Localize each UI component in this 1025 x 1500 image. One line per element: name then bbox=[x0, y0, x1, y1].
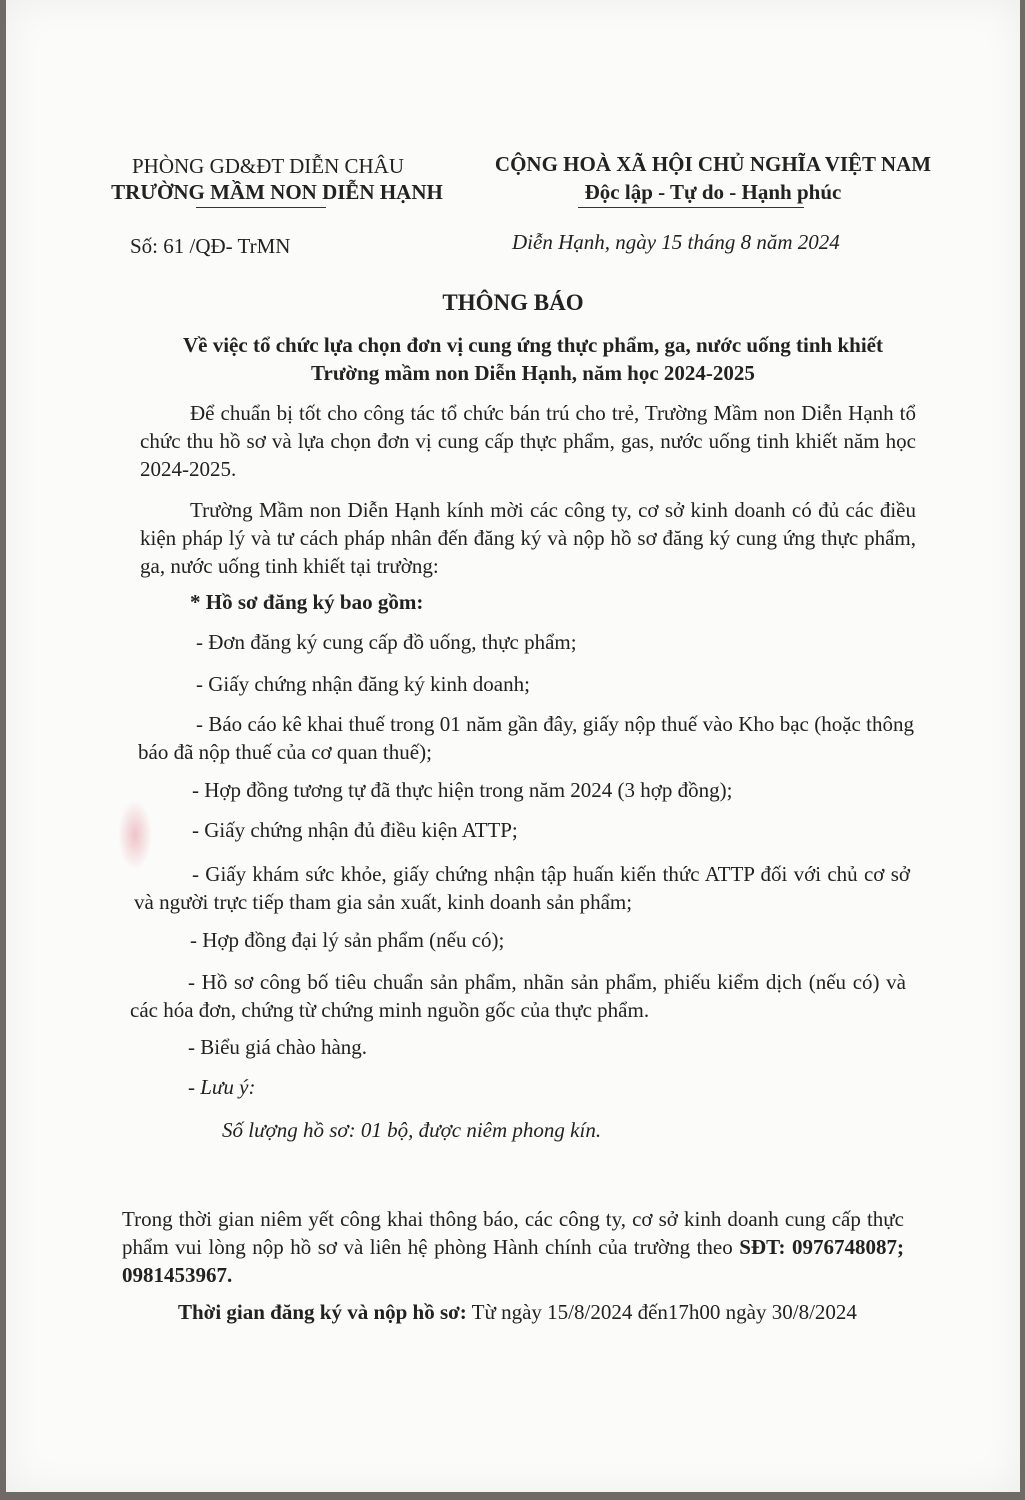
paper-stain bbox=[118, 800, 152, 870]
national-motto: Độc lập - Tự do - Hạnh phúc bbox=[584, 180, 842, 204]
invitation-paragraph: Trường Mầm non Diễn Hạnh kính mời các công ty, cơ sở kinh doanh có đủ các điều kiện pháp lý và tư cách pháp nhân đến đăng ký và nộp hồ sơ đăng ký cung ứng thực phẩm, ga, nước uống tinh khiết tại trường: bbox=[140, 498, 916, 578]
contact-paragraph bbox=[122, 1205, 904, 1289]
deadline-label: Thời gian đăng ký và nộp hồ sơ: bbox=[178, 1300, 467, 1324]
list-item: - Đơn đăng ký cung cấp đồ uống, thực phẩm; bbox=[196, 630, 577, 654]
list-item: - Giấy khám sức khỏe, giấy chứng nhận tập huấn kiến thức ATTP đối với chủ cơ sở và người trực tiếp tham gia sản xuất, kinh doanh sản phẩm; bbox=[134, 862, 910, 914]
school-name: TRƯỜNG MẦM NON DIỄN HẠNH bbox=[111, 180, 443, 204]
document-subtitle-line1: Về việc tổ chức lựa chọn đơn vị cung ứng thực phẩm, ga, nước uống tinh khiết bbox=[182, 333, 883, 357]
document-date: Diễn Hạnh, ngày 15 tháng 8 năm 2024 bbox=[512, 230, 840, 254]
list-item: - Hồ sơ công bố tiêu chuẩn sản phẩm, nhãn sản phẩm, phiếu kiểm dịch (nếu có) và các hóa đơn, chứng từ chứng minh nguồn gốc của thực phẩm. bbox=[130, 970, 906, 1022]
note-text: Số lượng hồ sơ: 01 bộ, được niêm phong kín. bbox=[222, 1118, 602, 1142]
list-item: - Báo cáo kê khai thuế trong 01 năm gần đây, giấy nộp thuế vào Kho bạc (hoặc thông báo đã nộp thuế của cơ quan thuế); bbox=[138, 712, 914, 764]
contact-text: Trong thời gian niêm yết công khai thông báo, các công ty, cơ sở kinh doanh cung cấp thực phẩm vui lòng nộp hồ sơ và liên hệ phòng Hành chính của trường theo bbox=[122, 1207, 904, 1259]
list-item: - Giấy chứng nhận đăng ký kinh doanh; bbox=[196, 672, 530, 696]
document-page bbox=[6, 0, 1020, 1492]
department-name: PHÒNG GD&ĐT DIỄN CHÂU bbox=[131, 154, 405, 178]
deadline-text: Từ ngày 15/8/2024 đến17h00 ngày 30/8/2024 bbox=[466, 1300, 857, 1324]
motto-underline bbox=[578, 207, 804, 208]
list-item: - Hợp đồng đại lý sản phẩm (nếu có); bbox=[190, 928, 505, 952]
document-subtitle-line2: Trường mầm non Diễn Hạnh, năm học 2024-2025 bbox=[311, 361, 755, 385]
deadline-paragraph bbox=[122, 1298, 904, 1326]
list-item: - Hợp đồng tương tự đã thực hiện trong năm 2024 (3 hợp đồng); bbox=[192, 778, 733, 802]
intro-paragraph: Để chuẩn bị tốt cho công tác tổ chức bán trú cho trẻ, Trường Mầm non Diễn Hạnh tổ chức thu hồ sơ và lựa chọn đơn vị cung cấp thực phẩm, gas, nước uống tinh khiết năm học 2024-2025. bbox=[140, 401, 916, 481]
list-item: - Giấy chứng nhận đủ điều kiện ATTP; bbox=[192, 818, 518, 842]
list-item: - Biểu giá chào hàng. bbox=[188, 1035, 368, 1059]
document-title: THÔNG BÁO bbox=[442, 290, 584, 315]
document-number: Số: 61 /QĐ- TrMN bbox=[130, 234, 291, 258]
country-name: CỘNG HOÀ XÃ HỘI CHỦ NGHĨA VIỆT NAM bbox=[494, 152, 932, 176]
school-name-underline bbox=[196, 207, 326, 208]
note-label: - Lưu ý: bbox=[188, 1075, 256, 1099]
contact-phone: SĐT: 0976748087; 0981453967. bbox=[122, 1235, 904, 1287]
documents-heading: * Hồ sơ đăng ký bao gồm: bbox=[190, 590, 424, 614]
